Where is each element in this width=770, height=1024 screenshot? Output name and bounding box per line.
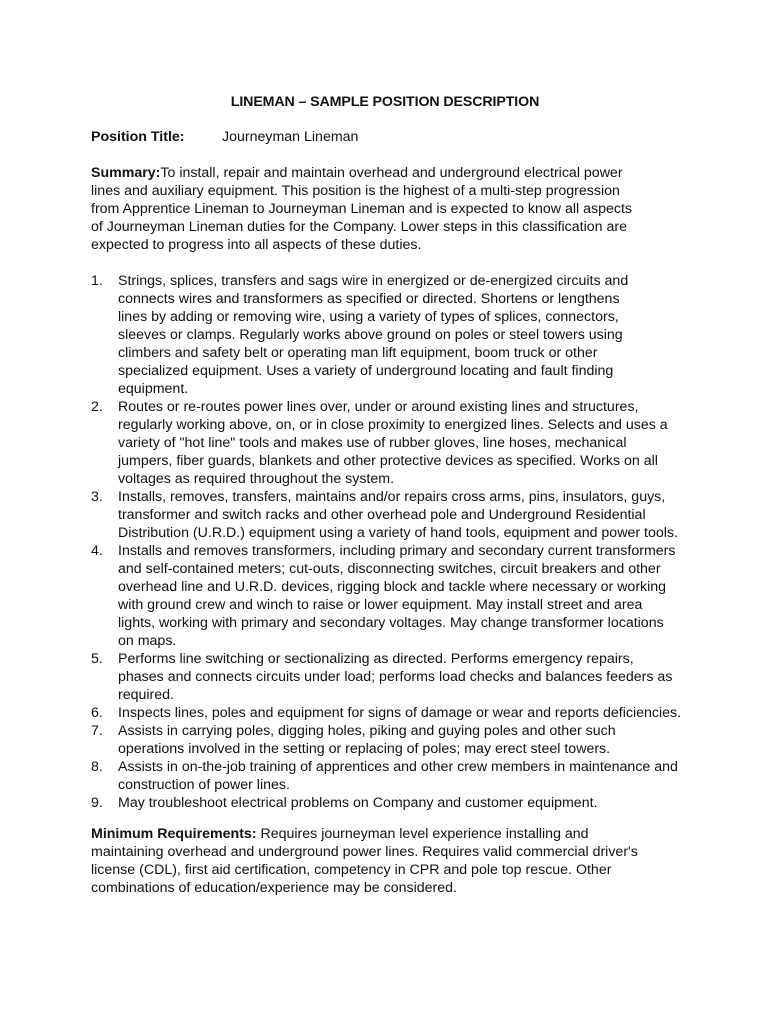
duty-line: Distribution (U.R.D.) equipment using a variety of hand tools, equipment and power tools.	[118, 525, 678, 541]
duty-item	[91, 758, 741, 794]
duties-list	[91, 272, 741, 812]
duty-number: 9.	[91, 795, 103, 811]
summary-label: Summary:	[91, 165, 161, 181]
summary-line: of Journeyman Lineman duties for the Company. Lower steps in this classification are	[91, 219, 627, 235]
duty-line: Installs and removes transformers, including primary and secondary current transformers	[118, 543, 676, 559]
duty-item	[91, 650, 741, 704]
duty-number: 2.	[91, 399, 103, 415]
position-title-label: Position Title:	[91, 129, 185, 145]
summary-line: Summary:To install, repair and maintain overhead and underground electrical power	[91, 165, 623, 181]
duty-line: jumpers, fiber guards, blankets and other protective devices as specified. Works on all	[118, 453, 658, 469]
duty-line: overhead line and U.R.D. devices, rigging block and tackle where necessary or working	[118, 579, 667, 595]
summary-paragraph	[91, 164, 731, 254]
duty-line: Routes or re-routes power lines over, under or around existing lines and structures,	[118, 399, 639, 415]
duty-line: on maps.	[118, 633, 177, 649]
duty-item	[91, 704, 741, 722]
duty-number: 1.	[91, 273, 103, 289]
duty-item	[91, 272, 741, 398]
summary-line: expected to progress into all aspects of these duties.	[91, 237, 422, 253]
duty-line: and self-contained meters; cut-outs, disconnecting switches, circuit breakers and other	[118, 561, 661, 577]
duty-line: climbers and safety belt or operating man lift equipment, boom truck or other	[118, 345, 598, 361]
duty-line: variety of "hot line" tools and makes use of rubber gloves, line hoses, mechanical	[118, 435, 627, 451]
duty-line: transformer and switch racks and other overhead pole and Underground Residential	[118, 507, 646, 523]
summary-line: lines and auxiliary equipment. This position is the highest of a multi-step progression	[91, 183, 620, 199]
minimum-requirements-line: combinations of education/experience may be considered.	[91, 880, 457, 896]
duty-line: lights, working with primary and secondary voltages. May change transformer locations	[118, 615, 664, 631]
minimum-requirements-label: Minimum Requirements:	[91, 826, 257, 842]
duty-number: 3.	[91, 489, 103, 505]
duty-line: phases and connects circuits under load; performs load checks and balances feeders as	[118, 669, 673, 685]
duty-line: regularly working above, on, or in close proximity to energized lines. Selects and uses a	[118, 417, 668, 433]
duty-line: Performs line switching or sectionalizing as directed. Performs emergency repairs,	[118, 651, 634, 667]
duty-line: Installs, removes, transfers, maintains and/or repairs cross arms, pins, insulators, guys,	[118, 489, 666, 505]
document-title: LINEMAN – SAMPLE POSITION DESCRIPTION	[230, 94, 540, 110]
position-title-value: Journeyman Lineman	[222, 129, 359, 145]
minimum-requirements-line: license (CDL), first aid certification, competency in CPR and pole top rescue. Other	[91, 862, 612, 878]
duty-line: May troubleshoot electrical problems on Company and customer equipment.	[118, 795, 598, 811]
duty-line: operations involved in the setting or replacing of poles; may erect steel towers.	[118, 741, 611, 757]
duty-line: construction of power lines.	[118, 777, 290, 793]
duty-line: specialized equipment. Uses a variety of underground locating and fault finding	[118, 363, 614, 379]
duty-line: Strings, splices, transfers and sags wire in energized or de-energized circuits and	[118, 273, 629, 289]
duty-number: 4.	[91, 543, 103, 559]
summary-line: from Apprentice Lineman to Journeyman Lineman and is expected to know all aspects	[91, 201, 633, 217]
duty-line: lines by adding or removing wire, using a variety of types of splices, connectors,	[118, 309, 619, 325]
duty-line: Assists in carrying poles, digging holes, piking and guying poles and other such	[118, 723, 616, 739]
minimum-requirements-paragraph	[91, 825, 731, 897]
minimum-requirements-line: Minimum Requirements: Requires journeyman level experience installing and	[91, 826, 589, 842]
minimum-requirements-line: maintaining overhead and underground power lines. Requires valid commercial driver's	[91, 844, 638, 860]
duty-line: Assists in on-the-job training of apprentices and other crew members in maintenance and	[118, 759, 678, 775]
duty-line: voltages as required throughout the system.	[118, 471, 395, 487]
position-title-row	[91, 128, 358, 146]
duty-line: equipment.	[118, 381, 189, 397]
duty-line: with ground crew and winch to raise or lower equipment. May install street and area	[118, 597, 643, 613]
duty-number: 5.	[91, 651, 103, 667]
duty-line: required.	[118, 687, 174, 703]
duty-item	[91, 398, 741, 488]
duty-item	[91, 722, 741, 758]
duty-line: sleeves or clamps. Regularly works above ground on poles or steel towers using	[118, 327, 623, 343]
duty-line: connects wires and transformers as specified or directed. Shortens or lengthens	[118, 291, 620, 307]
duty-number: 8.	[91, 759, 103, 775]
duty-item	[91, 794, 741, 812]
duty-number: 7.	[91, 723, 103, 739]
duty-item	[91, 488, 741, 542]
duty-line: Inspects lines, poles and equipment for signs of damage or wear and reports deficiencies.	[118, 705, 682, 721]
duty-number: 6.	[91, 705, 103, 721]
duty-item	[91, 542, 741, 650]
